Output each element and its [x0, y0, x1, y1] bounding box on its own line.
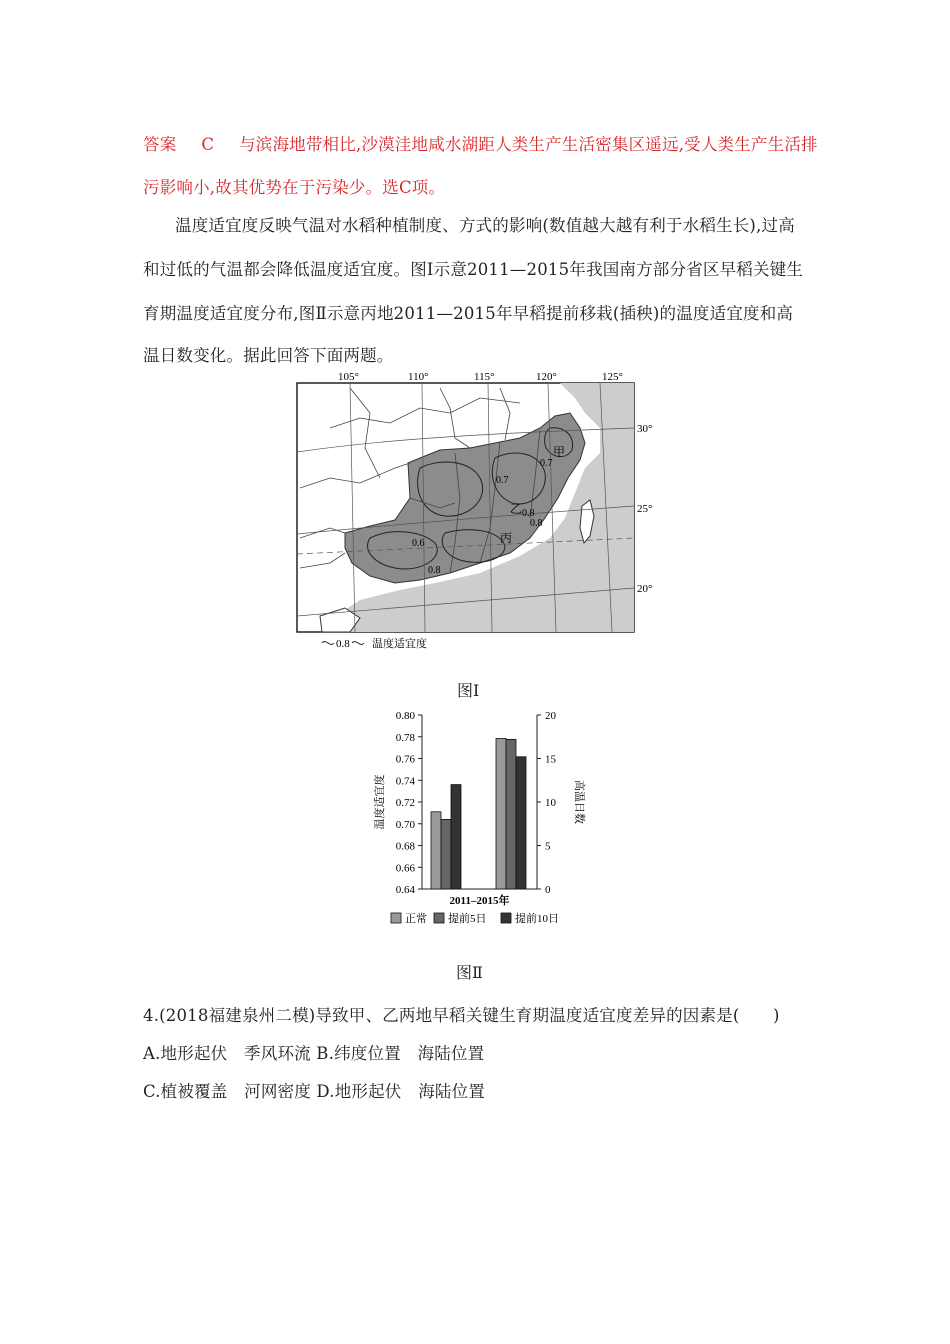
- legend-swatch: [391, 913, 401, 923]
- legend-label: 正常: [405, 913, 427, 925]
- map-figure: [0, 368, 950, 668]
- figure-1-caption: 图Ⅰ: [457, 681, 480, 700]
- y-tick-label: 0.68: [395, 840, 415, 853]
- x-axis-label: 2011–2015年: [449, 895, 510, 907]
- question-options-cd: C.植被覆盖 河网密度 D.地形起伏 海陆位置: [143, 1082, 486, 1101]
- lon-label-120: 120°: [536, 371, 557, 383]
- contour-label: 0.7: [540, 458, 553, 469]
- answer-choice: C: [201, 135, 215, 154]
- question-options-ab: A.地形起伏 季风环流 B.纬度位置 海陆位置: [143, 1044, 485, 1063]
- y-tick-label: 0.66: [395, 862, 415, 875]
- bar-hot-days-2: [516, 757, 526, 889]
- lon-label-105: 105°: [338, 371, 359, 383]
- place-label-bing: 丙: [500, 531, 513, 545]
- place-label-yi: 乙: [510, 502, 523, 516]
- bar-suitability-2: [451, 785, 461, 889]
- legend-value: 0.8: [336, 638, 350, 650]
- lon-label-110: 110°: [408, 371, 429, 383]
- legend-label: 提前10日: [515, 913, 559, 925]
- bar-suitability-0: [431, 812, 441, 889]
- y2-tick-label: 0: [545, 884, 551, 896]
- intro-line-4: 温日数变化。据此回答下面两题。: [143, 346, 394, 365]
- lon-label-125: 125°: [602, 371, 623, 383]
- answer-explanation-1: 与滨海地带相比,沙漠洼地咸水湖距人类生产生活密集区遥远,受人类生产生活排: [239, 135, 818, 154]
- lat-label-30: 30°: [637, 423, 653, 435]
- y-tick-label: 0.76: [395, 753, 415, 766]
- contour-label: 0.6: [412, 538, 425, 549]
- bar-hot-days-0: [496, 738, 506, 889]
- intro-line-3: 育期温度适宜度分布,图Ⅱ示意丙地2011—2015年早稻提前移栽(插秧)的温度适宜度和高: [143, 304, 794, 323]
- legend-label: 提前5日: [448, 913, 487, 925]
- bar-chart: [0, 703, 950, 943]
- bar-suitability-1: [441, 819, 451, 889]
- contour-label: 0.8: [522, 508, 535, 519]
- legend-swatch: [434, 913, 444, 923]
- lat-label-25: 25°: [637, 503, 653, 515]
- y-tick-label: 0.78: [395, 731, 415, 744]
- place-label-jia: 甲: [553, 445, 566, 459]
- lat-label-20: 20°: [637, 583, 653, 595]
- y2-axis-label: 高温日数: [573, 780, 585, 824]
- question-stem: 4.(2018福建泉州二模)导致甲、乙两地早稻关键生育期温度适宜度差异的因素是( ): [143, 1006, 780, 1025]
- legend-text: 温度适宜度: [372, 638, 427, 650]
- bar-hot-days-1: [506, 739, 516, 889]
- y2-tick-label: 5: [545, 840, 551, 853]
- y-tick-label: 0.80: [395, 710, 415, 722]
- y-tick-label: 0.72: [395, 797, 415, 809]
- y2-tick-label: 20: [545, 710, 556, 722]
- answer-line-2: 污影响小,故其优势在于污染少。选C项。: [143, 178, 446, 197]
- y2-tick-label: 10: [545, 797, 556, 809]
- answer-label: 答案: [143, 135, 177, 154]
- intro-line-1: 温度适宜度反映气温对水稻种植制度、方式的影响(数值越大越有利于水稻生长),过高: [175, 216, 795, 235]
- y-tick-label: 0.74: [395, 775, 415, 788]
- y-tick-label: 0.70: [395, 818, 415, 831]
- y2-tick-label: 15: [545, 753, 556, 766]
- y-axis-label: 温度适宜度: [374, 774, 386, 830]
- contour-label: 0.8: [530, 518, 543, 529]
- contour-label: 0.8: [428, 565, 441, 576]
- contour-label: 0.7: [496, 475, 509, 486]
- lon-label-115: 115°: [474, 371, 495, 383]
- intro-line-2: 和过低的气温都会降低温度适宜度。图Ⅰ示意2011—2015年我国南方部分省区早稻关键生: [143, 260, 804, 279]
- figure-2-caption: 图Ⅱ: [456, 963, 483, 982]
- answer-line-1: [143, 131, 818, 155]
- y-tick-label: 0.64: [395, 884, 415, 896]
- legend-swatch: [501, 913, 511, 923]
